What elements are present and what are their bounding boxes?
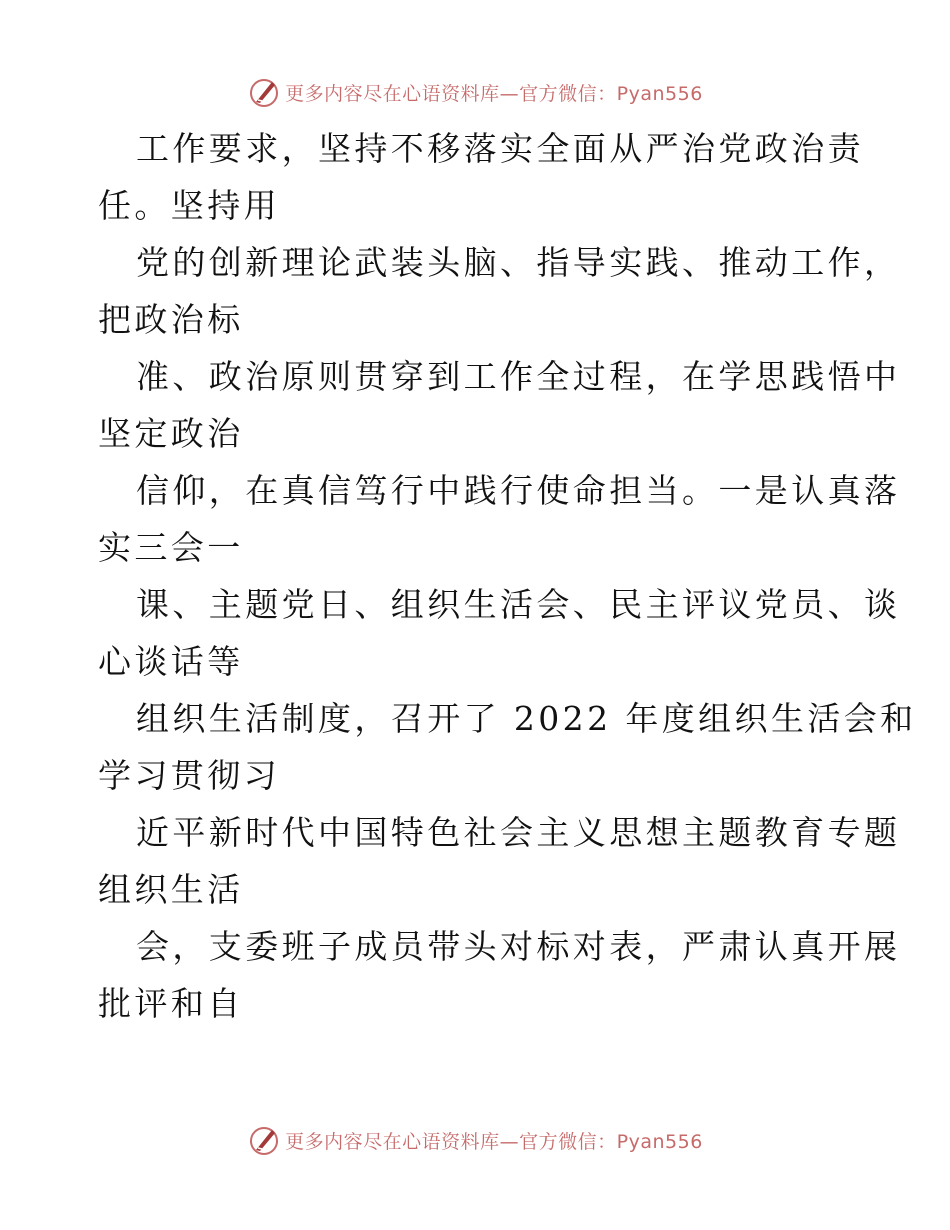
body-line-15: 会，支委班子成员带头对标对表，严肃认真开展 [136, 927, 901, 966]
header-watermark [0, 72, 950, 112]
body-line-2: 任。坚持用 [98, 186, 280, 225]
body-line-5: 准、政治原则贯穿到工作全过程，在学思践悟中 [136, 357, 901, 396]
body-line-1: 工作要求，坚持不移落实全面从严治党政治责 [136, 129, 864, 168]
body-line-16: 批评和自 [98, 984, 244, 1023]
body-line-4: 把政治标 [98, 300, 244, 339]
quill-pen-logo-icon [247, 75, 281, 109]
document-body [98, 120, 917, 1032]
body-line-11: 组织生活制度，召开了 2022 年度组织生活会和 [136, 699, 917, 738]
footer-watermark-text: 更多内容尽在心语资料库—官方微信：Pyan556 [285, 1130, 703, 1153]
body-line-8: 实三会一 [98, 528, 244, 567]
body-line-3: 党的创新理论武装头脑、指导实践、推动工作， [136, 243, 901, 282]
quill-pen-logo-icon [247, 1123, 281, 1157]
body-line-7: 信仰，在真信笃行中践行使命担当。一是认真落 [136, 471, 901, 510]
body-line-9: 课、主题党日、组织生活会、民主评议党员、谈 [136, 585, 901, 624]
header-watermark-text: 更多内容尽在心语资料库—官方微信：Pyan556 [285, 82, 703, 105]
body-line-6: 坚定政治 [98, 414, 244, 453]
body-line-14: 组织生活 [98, 870, 244, 909]
body-line-10: 心谈话等 [98, 642, 244, 681]
body-line-13: 近平新时代中国特色社会主义思想主题教育专题 [136, 813, 901, 852]
body-line-12: 学习贯彻习 [98, 756, 280, 795]
footer-watermark [0, 1120, 950, 1160]
